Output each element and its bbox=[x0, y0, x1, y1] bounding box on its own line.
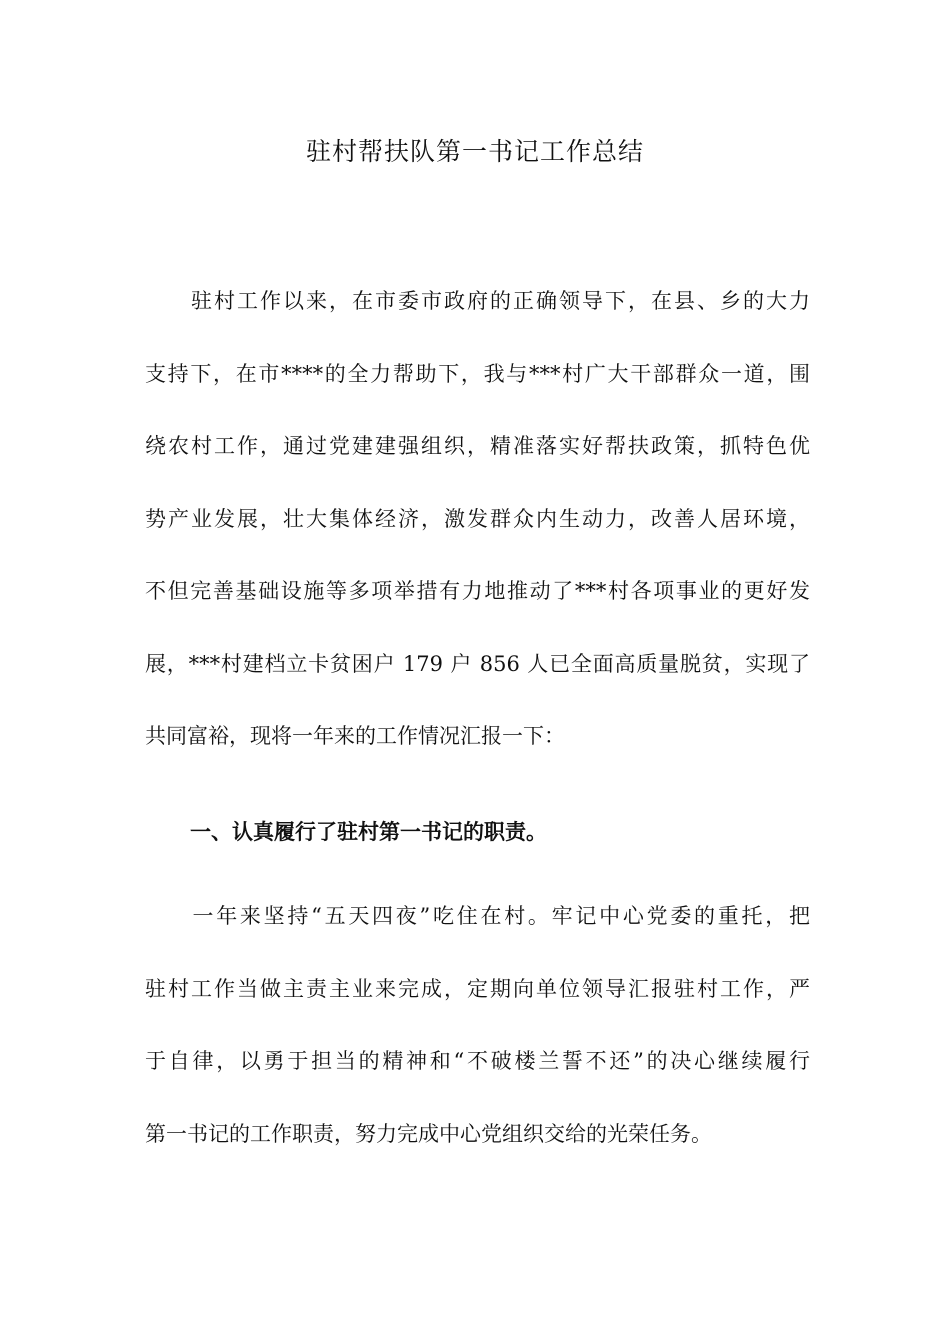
document-title: 驻村帮扶队第一书记工作总结 bbox=[305, 137, 644, 166]
paragraph-line: 不但完善基础设施等多项举措有力地推动了***村各项事业的更好发 bbox=[145, 579, 810, 603]
paragraph-line: 支持下，在市****的全力帮助下，我与***村广大干部群众一道，围 bbox=[145, 361, 810, 386]
intro-paragraph bbox=[145, 265, 810, 773]
paragraph-line: 一年来坚持“五天四夜”吃住在村。牢记中心党委的重托，把 bbox=[145, 904, 810, 928]
paragraph-line: 驻村工作以来，在市委市政府的正确领导下，在县、乡的大力 bbox=[145, 289, 810, 313]
paragraph-line: 驻村工作当做主责主业来完成，定期向单位领导汇报驻村工作，严 bbox=[145, 976, 810, 1001]
paragraph-line: 绕农村工作，通过党建建强组织，精准落实好帮扶政策，抓特色优 bbox=[145, 434, 810, 458]
paragraph-line: 第一书记的工作职责，努力完成中心党组织交给的光荣任务。 bbox=[145, 1121, 712, 1146]
paragraph-line: 势产业发展，壮大集体经济，激发群众内生动力，改善人居环境， bbox=[145, 506, 810, 531]
paragraph-line: 展，***村建档立卡贫困户 179 户 856 人已全面高质量脱贫，实现了 bbox=[145, 651, 810, 676]
paragraph-line: 共同富裕，现将一年来的工作情况汇报一下： bbox=[145, 724, 565, 748]
paragraph-line: 于自律，以勇于担当的精神和“不破楼兰誓不还”的决心继续履行 bbox=[145, 1049, 810, 1073]
section-heading: 一、认真履行了驻村第一书记的职责。 bbox=[190, 820, 547, 844]
section-paragraph bbox=[145, 880, 810, 1170]
